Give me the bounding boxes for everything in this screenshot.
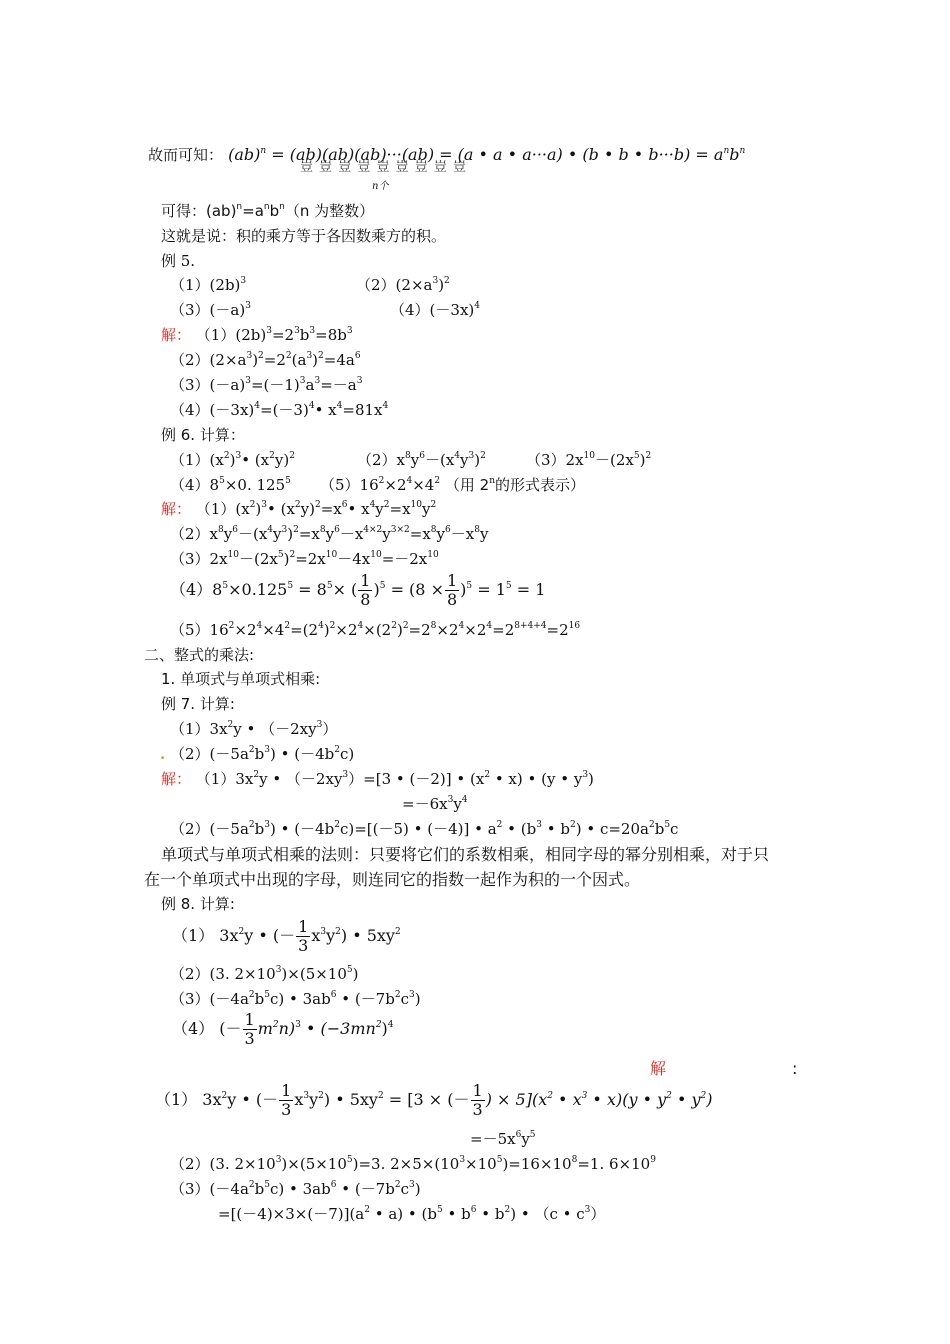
ex8-solution-2: （2）(3. $2\times 10^3)\times(5\times 10^5)=3$. $2\times 5\times(10^3\times 10^5)=16\times 10^8=1$. $6\times 10^9$ — [170, 1155, 656, 1173]
ex5-q3: $(3)(-a)^3$ — [170, 301, 251, 319]
ex5-q4: $(4)(-3x)^4$ — [390, 301, 480, 319]
ex5-q1: $(1)(2b)^3$ — [170, 276, 247, 294]
ex5-solution-2: $(2)(2\times a^3)^2=2^2(a^3)^2=4a^6$ — [170, 351, 361, 369]
ex6-solution-3: $(3)2x^{10}-(2x^5)^2=2x^{10}-4x^{10}=-2x^{10}$ — [170, 550, 439, 568]
monomial-rule-line1: 单项式与单项式相乘的法则：只要将它们的系数相乘，相同字母的幂分别相乘，对于只 — [161, 845, 770, 864]
rule-formula: 可得：$(ab)^n=a^nb^n(n$ 为整数） — [161, 202, 375, 220]
example-6-title: 例 6. 计算： — [161, 426, 245, 444]
subsection-1-title: 1. 单项式与单项式相乘: — [161, 670, 321, 688]
example-5-title: 例 5. — [161, 252, 196, 270]
ex7-solution-2: $(2)(-5a^2b^3)$ • $(-4b^2c)=[(-5)$ • (－4)] • $a^2$ • ($b^3$ • $b^2$) • $c=20a^2b^5c$ — [170, 820, 679, 838]
fraction-one-third: $\frac{1}{3}$ — [472, 1081, 483, 1119]
ex6-q1: $(1)(x^2)^3•$ $(x^2y)^2$ — [170, 451, 295, 469]
ex8-solution-label: 解 — [650, 1059, 667, 1078]
ex5-solution-3: $(3)(-a)^3=(-1)^3a^3=-a^3$ — [170, 376, 363, 394]
header-prefix: 故而可知： — [148, 146, 224, 164]
ex7-solution-1b: $=-6x^3y^4$ — [402, 795, 468, 813]
ex5-solution-1: 解： $(1)(2b)^3=2^3b^3=8b^3$ — [161, 326, 353, 344]
section-2-title: 二、整式的乘法: — [144, 646, 255, 664]
ex6-q2: $(2)x^8y^6-(x^4y^3)^2$ — [357, 451, 486, 469]
header-expansion: = (ab)(ab)(ab)···(ab) = (a • a • a···a) • (b • b • b···b) = a — [271, 145, 724, 164]
ex8-solution-3b: $=[(-4)\times 3\times(-7)](a^2$ • a) • ($b^5$ • $b^6$ • $b^2$) • （c • $c^3$） — [218, 1205, 606, 1223]
ex8-solution-3: $(3)(-4a^2b^5c)$ • $3ab^6$ • $(-7b^2c^3)$ — [170, 1180, 421, 1198]
n-count-label: n个 — [372, 181, 389, 192]
ex5-solution-4: $(4)(-3x)^4=(-3)^4•$ $x^4=81x^4$ — [170, 401, 389, 419]
ex8-solution-1: （1） $3x^2y$ • (－ $\frac{1}{3}$ $x^3y^2$) • $5xy^2 = [3$ × (－ $\frac{1}{3}$ ) × $5](x^2$ • $x^3$ • x)(y • $y^2$ • $y^2$) — [155, 1081, 713, 1119]
fraction-one-eighth: $\frac{1}{8}$ — [360, 571, 371, 609]
ex7-q1: $(1)3x^2y$ • $(-2xy^3)$ — [170, 720, 338, 738]
rule-statement: 这就是说：积的乘方等于各因数乘方的积。 — [161, 227, 447, 245]
ex8-solution-1b: $=-5x^6y^5$ — [470, 1130, 536, 1148]
ex8-q3: $(3)(-4a^2b^5c)$ • $3ab^6$ • $(-7b^2c^3)$ — [170, 990, 421, 1008]
fraction-one-third: $\frac{1}{3}$ — [298, 917, 309, 955]
ex8-q2: （2）(3. $2\times 10^3)\times(5\times 10^5)$ — [170, 965, 359, 983]
fraction-one-third: $\frac{1}{3}$ — [244, 1010, 255, 1048]
ex6-solution-1: 解： $(1)(x^2)^3•$ $(x^2y)^2=x^6•$ $x^4y^2=x^{10}y^2$ — [161, 500, 437, 518]
garbled-underbrace: 豈 豈 豈 豈 豈 豈 豈 豈 豈 — [300, 160, 468, 175]
ex6-solution-2: $(2)x^8y^6-(x^4y^3)^2=x^8y^6-x^{4\times 2}y^{3\times 2}=x^8y^6-x^8y$ — [170, 525, 489, 543]
header-lhs: (ab)$^n$ — [228, 145, 267, 164]
ex6-q5: $(5)16^2\times 2^4\times 4^2$ （用 2$^n$的形式表示） — [320, 476, 585, 494]
ex8-q1: （1） $3x^2y$ • (－ $\frac{1}{3}$ $x^3y^2$) • $5xy^2$ — [172, 917, 401, 955]
ex8-q4: （4） (－ $\frac{1}{3}$ $m^2n)^3$ • $(-3mn^2)^4$ — [172, 1010, 394, 1048]
ex7-q2: . $(2)(-5a^2b^3)$ • $(-4b^2c)$ — [160, 745, 355, 763]
ex7-solution-1: 解： $(1)3x^2y$ • $(-2xy^3)=[3$ • (－2)] • ($x^2$ • x) • (y • $y^3$) — [161, 770, 594, 788]
ex6-solution-5: $(5)16^2\times 2^4\times 4^2=(2^4)^2\times 2^4\times(2^2)^2=2^8\times 2^4\times 2^4=2^{8+4+4}=2^{16}$ — [170, 621, 581, 639]
fraction-one-eighth: $\frac{1}{8}$ — [446, 571, 458, 609]
ex6-solution-4: $(4)8^5\times 0.125^5 = 8^5\times$ ( $\frac{1}{8}$ )$^5$ = (8 × $\frac{1}{8}$ )$^5 = 1^5 = 1$ — [170, 571, 546, 609]
monomial-rule-line2: 在一个单项式中出现的字母，则连同它的指数一起作为积的一个因式。 — [144, 870, 641, 889]
ex6-q3: $(3)2x^{10}-(2x^5)^2$ — [526, 451, 652, 469]
fraction-one-third: $\frac{1}{3}$ — [281, 1081, 292, 1119]
example-7-title: 例 7. 计算: — [161, 695, 235, 713]
example-8-title: 例 8. 计算: — [161, 895, 235, 913]
product-power-derivation: 故而可知： (ab)$^n$ = (ab)(ab)(ab)···(ab) = (a • a • a···a) • (b • b • $b\cdot\cdot\cdot b) = a^nb^n$ — [148, 145, 746, 164]
ex5-q2: $(2)(2\times a^3)^2$ — [356, 276, 450, 294]
ex6-q4: $(4)8^5\times 0$. $125^5$ — [170, 476, 291, 494]
ex8-solution-colon: : — [792, 1059, 798, 1078]
